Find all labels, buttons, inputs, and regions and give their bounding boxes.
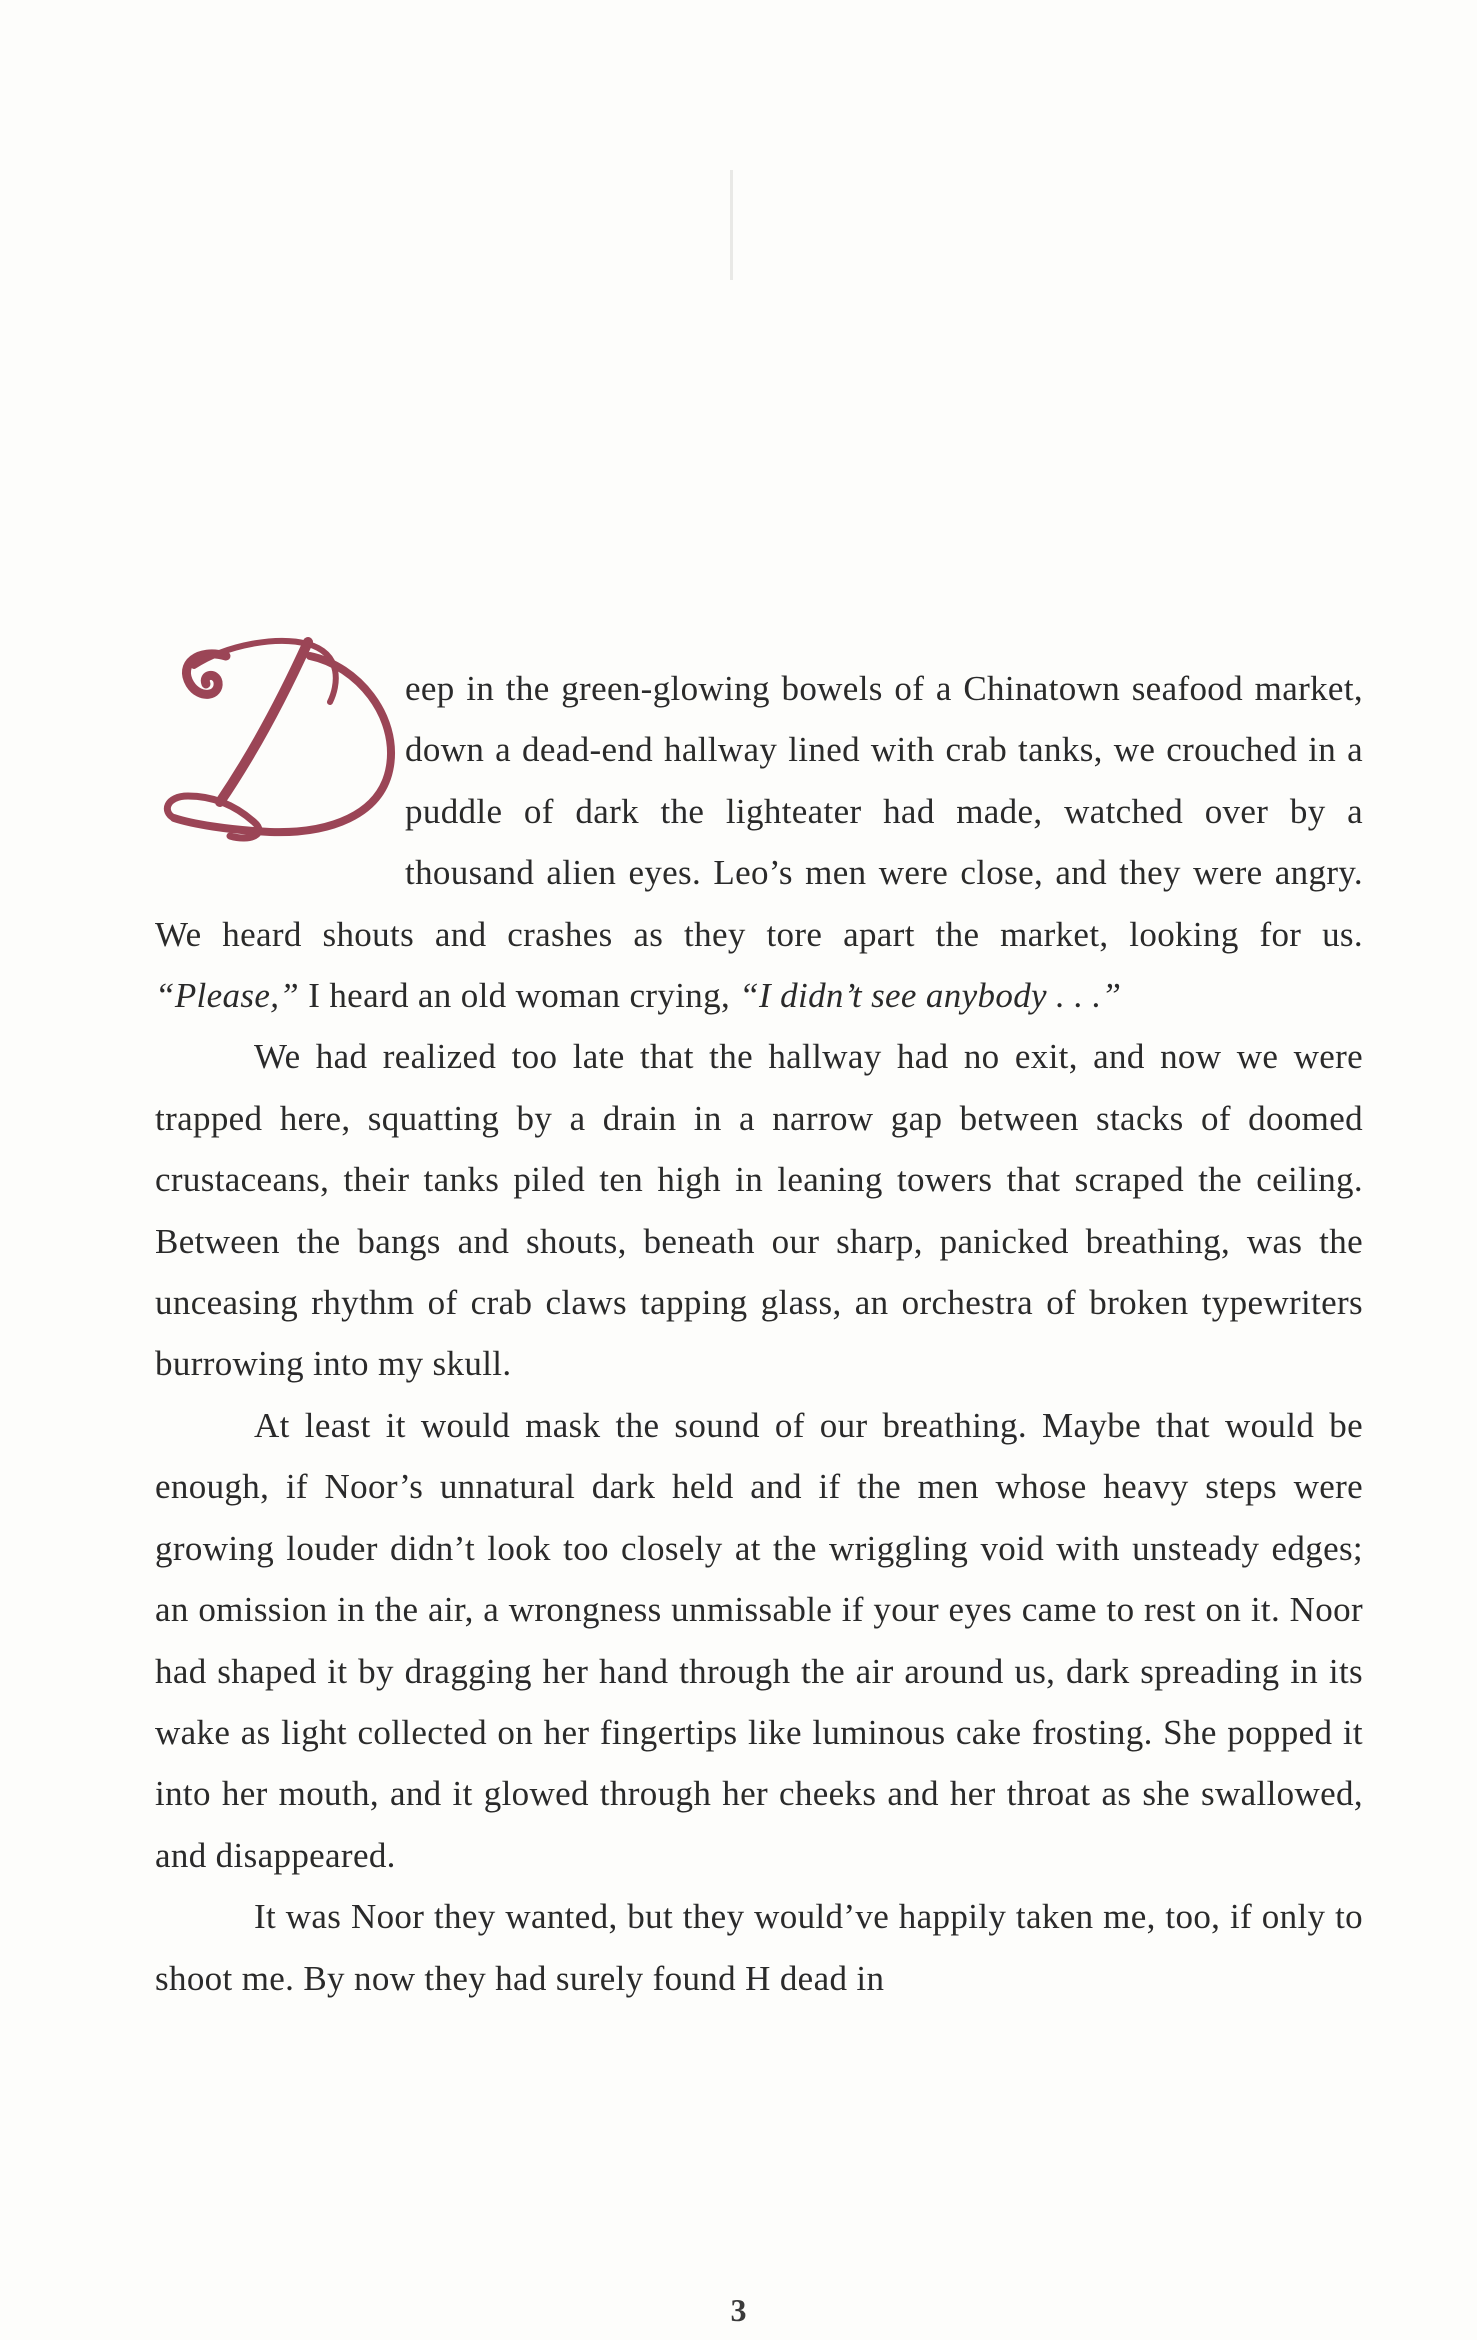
text-run: At least it would mask the sound of our breathing. Maybe that would be enough, if Noor’s unnatural dark held and if the men whose heavy steps were growing louder didn’t look too closely at the wriggling void with unsteady edges; an omission in the air, a wrongness unmissable if your eyes came to rest on it. Noor had shaped it by dragging her hand through the air around us, dark spreading in its wake as light collected on her fingertips like luminous cake frosting. She popped it into her mouth, and it glowed through her cheeks and her throat as she swallowed, and disappeared. xyxy=(155,1405,1363,1875)
text-run: We had realized too late that the hallway had no exit, and now we were trapped here, squatting by a drain in a narrow gap between stacks of doomed crustaceans, their tanks piled ten high in leaning towers that scraped the ceiling. Between the bangs and shouts, beneath our sharp, panicked breathing, was the unceasing rhythm of crab claws tapping glass, an orchestra of broken typewriters burrowing into my skull. xyxy=(155,1037,1363,1384)
italic-text: “I didn’t see anybody . . .” xyxy=(739,976,1122,1016)
paragraph xyxy=(155,1886,1363,2009)
paragraphs xyxy=(155,658,1363,2009)
drop-cap-d-glyph xyxy=(158,626,408,856)
text-run: It was Noor they wanted, but they would’ve happily taken me, too, if only to shoot me. By now they had surely found H dead in xyxy=(155,1897,1363,1998)
paragraph xyxy=(155,1026,1363,1394)
italic-text: “Please,” xyxy=(155,976,300,1016)
page-number: 3 xyxy=(730,2292,747,2328)
paragraph xyxy=(155,1395,1363,1886)
body-text xyxy=(155,658,1363,2009)
text-run: eep in the green-glowing bowels of a Chinatown seafood market, down a dead-end hallway lined with crab tanks, we crouched in a puddle of dark the lighteater had made, watched over by a thousand alien eyes. Leo’s men were close, and they were angry. We heard shouts and crashes as they tore apart the market, looking for us. xyxy=(155,669,1363,954)
text-run: I heard an old woman crying, xyxy=(299,976,740,1016)
scan-artifact xyxy=(730,170,733,280)
drop-cap xyxy=(155,658,405,848)
